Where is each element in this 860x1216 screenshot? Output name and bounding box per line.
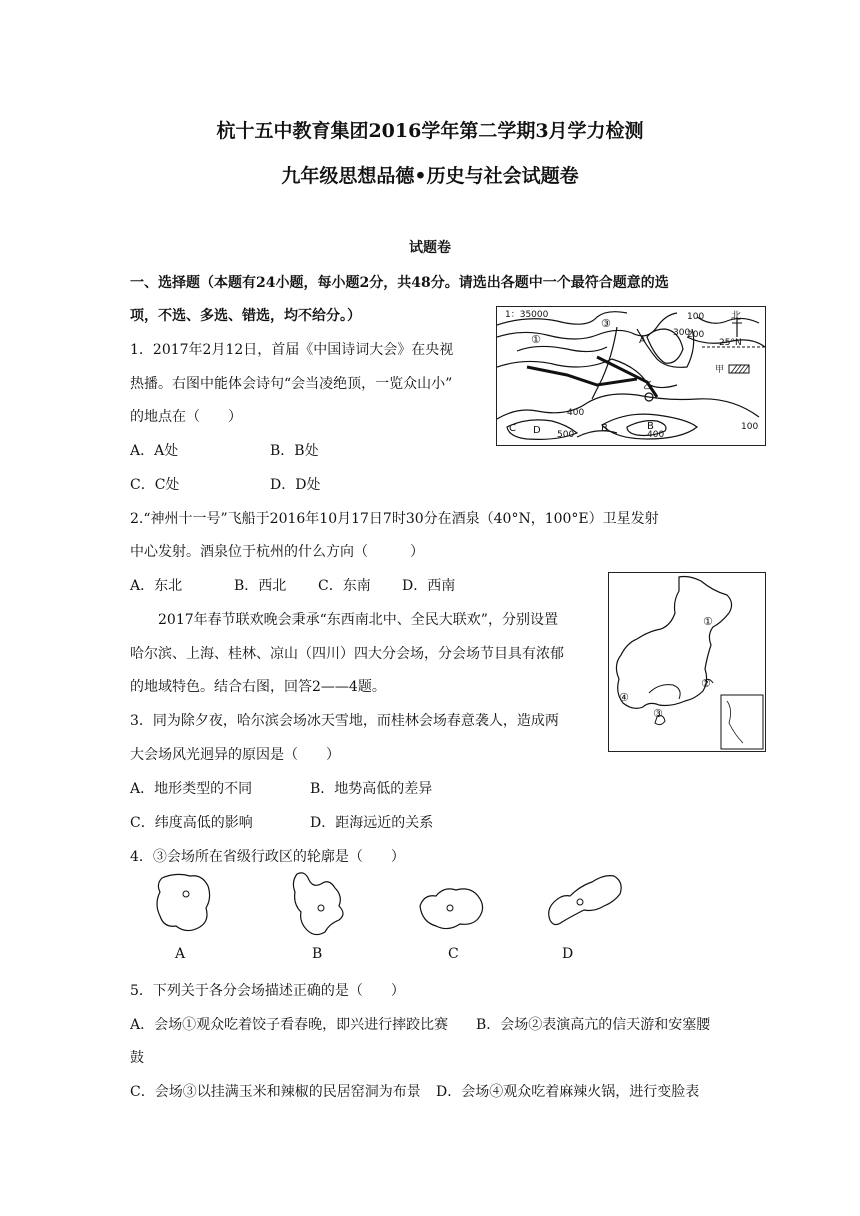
passage-line3: 的地域特色。结合右图，回答2——4题。 [130, 679, 386, 695]
q1-option-b: B．B处 [270, 443, 319, 459]
q3-option-b: B．地势高低的差异 [310, 781, 433, 797]
q3-line1: 3．同为除夕夜，哈尔滨会场冰天雪地，而桂林会场春意袭人，造成两 [130, 713, 559, 729]
passage-line1: 2017年春节联欢晚会秉承“东西南北中、全民大联欢”，分别设置 [158, 612, 558, 628]
q4-stem: 4．③会场所在省级行政区的轮廓是（ ） [130, 849, 405, 865]
china-marker-4: ④ [619, 691, 629, 704]
outline-c [414, 876, 490, 936]
q1-option-c: C．C处 [130, 477, 180, 493]
q1-option-d: D．D处 [270, 477, 321, 493]
contour-500: 500 [557, 430, 575, 440]
contour-100-bottom: 100 [741, 422, 759, 432]
part1-heading-line2: 项，不选、多选、错选，均不给分。） [130, 308, 361, 324]
point-a: A [639, 335, 646, 346]
part1-heading-line1: 一、选择题（本题有24小题，每小题2分，共48分。请选出各题中一个最符合题意的选 [130, 275, 669, 291]
q3-option-a: A．地形类型的不同 [130, 781, 253, 797]
contour-300: 300 [673, 328, 691, 338]
china-marker-3: ③ [653, 707, 663, 720]
q1-line1: 1．2017年2月12日，首届《中国诗词大会》在央视 [130, 342, 454, 358]
contour-200: 200 [687, 330, 705, 340]
q4-label-a: A [175, 946, 186, 962]
contour-400-left: 400 [567, 408, 585, 418]
point-c: C [509, 423, 516, 434]
contour-400-right: 400 [647, 430, 665, 440]
q4-label-b: B [312, 946, 323, 962]
q2-line2: 中心发射。酒泉位于杭州的什么方向（ ） [130, 544, 424, 560]
q2-line1: 2.“神州十一号”飞船于2016年10月17日7时30分在酒泉（40°N，100°E）卫星发射 [130, 511, 659, 527]
section-label: 试题卷 [409, 240, 451, 256]
q5-option-a: A．会场①观众吃着饺子看春晚，即兴进行摔跤比赛 [130, 1017, 449, 1033]
china-marker-1: ① [703, 615, 713, 628]
q4-label-c: C [448, 946, 459, 962]
q5-option-b-line1: B．会场②表演高亢的信天游和安塞腰 [476, 1017, 711, 1033]
contour-map-figure [496, 306, 766, 446]
q1-option-a: A．A处 [130, 443, 179, 459]
china-map-figure [608, 572, 766, 752]
outline-b [285, 868, 355, 940]
outline-a [150, 868, 220, 938]
q2-option-a: A．东北 [130, 578, 183, 594]
china-map [609, 573, 765, 751]
q5-option-d: D．会场④观众吃着麻辣火锅，进行变脸表 [436, 1084, 700, 1100]
page-title: 杭十五中教育集团2016学年第二学期3月学力检测 [216, 120, 644, 142]
passage-line2: 哈尔滨、上海、桂林、凉山（四川）四大分会场，分会场节目具有浓郁 [130, 646, 564, 662]
q2-option-b: B．西北 [234, 578, 287, 594]
contour-map [497, 307, 765, 445]
point-b-right: B [647, 421, 654, 432]
latitude-label: 25°N [719, 338, 742, 348]
point-d: D [533, 425, 541, 436]
q1-line2: 热播。右图中能体会诗句“会当凌绝顶，一览众山小” [130, 376, 453, 392]
q3-line2: 大会场风光迥异的原因是（ ） [130, 747, 340, 763]
marker-1: ① [531, 333, 541, 346]
q3-option-c: C．纬度高低的影响 [130, 815, 253, 831]
q1-line3: 的地点在（ ） [130, 409, 242, 425]
contour-100-top: 100 [687, 312, 705, 322]
point-yi: 乙 [643, 381, 653, 392]
q5-stem: 5．下列关于各分会场描述正确的是（ ） [130, 983, 405, 999]
q5-option-b-line2: 鼓 [130, 1050, 144, 1066]
page-subtitle: 九年级思想品德•历史与社会试题卷 [281, 165, 579, 187]
marker-3: ③ [601, 317, 611, 330]
legend-label: 甲 [715, 365, 725, 375]
q4-label-d: D [562, 946, 574, 962]
north-arrow-label: 北 [731, 311, 741, 322]
point-b-left: B [601, 423, 608, 434]
q2-option-c: C．东南 [318, 578, 371, 594]
q2-option-d: D．西南 [402, 578, 456, 594]
q5-option-c: C．会场③以挂满玉米和辣椒的民居窑洞为布景 [130, 1084, 421, 1100]
q3-option-d: D．距海远近的关系 [310, 815, 434, 831]
map-scale: 1：35000 [505, 310, 549, 320]
china-marker-2: ② [701, 677, 711, 690]
outline-d [540, 866, 630, 936]
